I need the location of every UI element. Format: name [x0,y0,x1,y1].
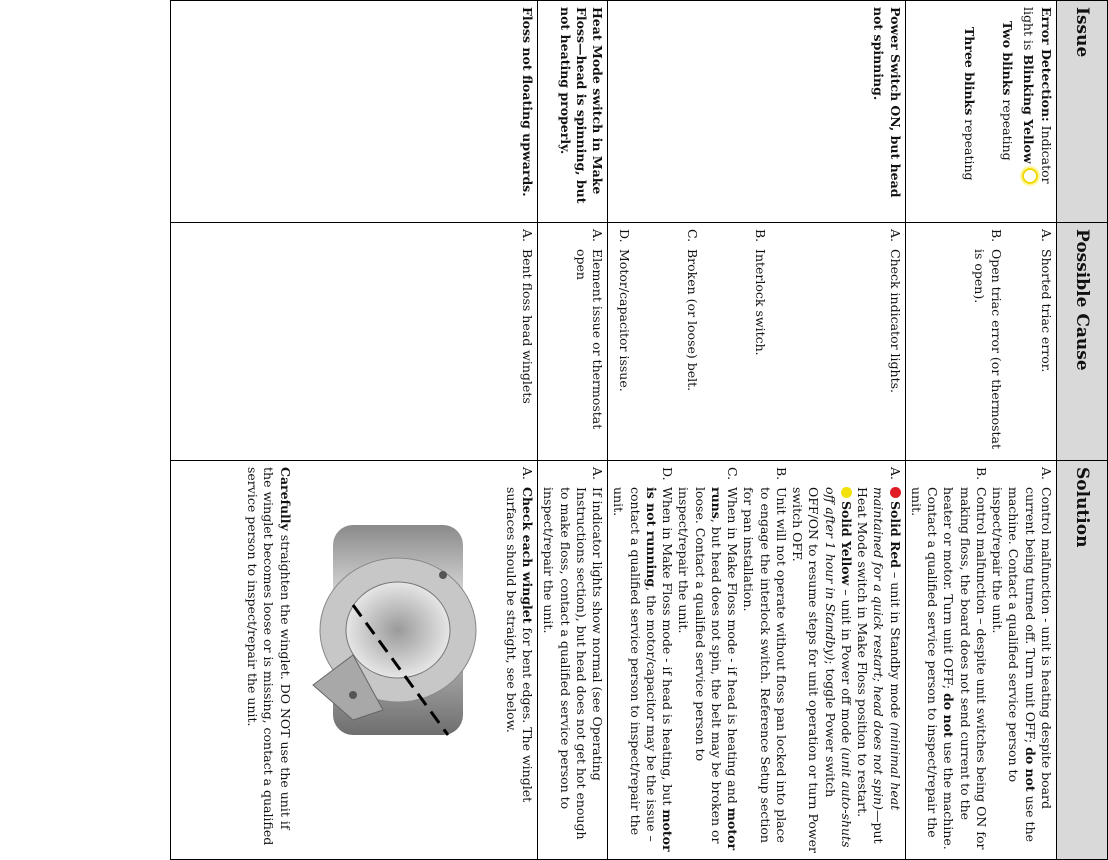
issue-cell-power [608,1,906,223]
cause-interlock-switch: Interlock switch. [753,249,769,356]
blinking-light-icon [1022,168,1038,184]
screw-top [439,571,447,579]
screw-bottom [349,691,357,699]
cause-cell-power: A. Check indicator lights. B. Interlock switch. C. Broken (or loose) belt. D. Motor/capacitor issue. [608,223,906,461]
floss-head-figure-area [173,467,503,853]
row-heat-mode [538,1,608,860]
header-row [1057,1,1108,860]
row-floss-not-floating [170,1,538,860]
red-indicator-dot [890,487,901,498]
row-power-switch [608,1,906,860]
yellow-indicator-dot [841,487,852,498]
issue-cell-floss [170,1,538,223]
cause-cell-floss: A. Bent floss head winglets [170,223,538,461]
solution-power-a: A. Solid Red – unit in Standby mode (minimal heat maintained for a quick restart; head does not spin)—put Heat Mode switch in Make Floss position to restart. Solid Yellow – unit in Power off mode (unit auto-shuts off after 1 hour in Standby); toggle Power switch OFF/ON to resume steps for unit operation or turn Power switch OFF. [790,467,903,853]
solution-power-d: D. When in Make Floss mode - if head is heating, but motor is not running, the motor/capacitor may be the issue – contact a qualified service person to inspect/repair the unit. [611,467,676,852]
solution-heat-a: A. If indicator lights show normal (see Operating Instructions section), but head does not get hot enough to make floss, contact a qualified service person to inspect/repair the unit. [541,467,606,840]
solution-power-c: C. When in Make Floss mode - if head is heating and motor runs, but head does not spin, the belt may be broken or loose. Contact a qualified service person to inspect/repair the unit. [676,467,741,851]
floss-head-bore [346,582,450,678]
floss-head-illustration [293,505,503,755]
solution-error-a: A. Control malfunction - unit is heating despite board current being turned off. Turn unit OFF; do not use the machine. Contact a qualified service person to inspect/repair the unit. [990,467,1054,843]
solution-cell-error [905,461,1056,860]
three-blinks-label: Three blinks repeating [962,27,978,181]
solution-cell-heat [538,461,608,860]
solution-power-b: B. Unit will not operate without floss pan locked into place to engage the interlock switch. Reference Setup section for pan installation. [741,467,789,843]
two-blinks-label: Two blinks repeating [1000,21,1016,161]
cause-element-issue: Element issue or thermostat open [574,249,606,430]
troubleshooting-table [170,0,1108,860]
error-issue-title: Error Detection: Indicator light is Blinking Yellow [1020,7,1054,184]
heat-issue-title: Heat Mode switch in Make Floss—head is spinning, but not heating properly. [557,7,606,204]
cause-motor-capacitor: Motor/capacitor issue. [617,249,632,392]
solution-floss-a: A. Check each winglet for bent edges. The winglet surfaces should be straight, see below. [504,467,536,803]
header-issue: Issue [1057,1,1108,223]
header-possible-cause: Possible Cause [1057,223,1108,461]
floss-note: Carefully straighten the winglet. DO NOT use the unit if the winglet becomes loose or is missing, contact a qualified service person to inspect/repair the unit. [245,467,293,846]
solution-cell-floss [170,461,538,860]
cause-check-indicator: Check indicator lights. [887,249,903,394]
cause-open-triac: Open triac error (or thermostat is open). [972,249,1004,450]
solution-cell-power [608,461,906,860]
floss-issue-title: Floss not floating upwards. [520,7,536,197]
header-solution: Solution [1057,461,1108,860]
cause-broken-belt: Broken (or loose) belt. [685,249,701,392]
row-error-detection [905,1,1056,860]
cause-bent-winglets: Bent floss head winglets [520,249,536,404]
issue-cell-error [905,1,1056,223]
issue-cell-heat [538,1,608,223]
cause-cell-error: A. Shorted triac error. B. Open triac error (or thermostat is open). [905,223,1056,461]
solution-error-b: B. Control malfunction – despite unit switches being ON for making floss, the board does not send current to the heater or motor. Turn unit OFF; do not use the machine. Contact a qualified service person to inspect/repair the unit. [909,467,989,850]
cause-shorted-triac: Shorted triac error. [1039,249,1054,373]
cause-cell-heat: A. Element issue or thermostat open [538,223,608,461]
power-issue-title: Power Switch ON, but head not spinning. [871,7,903,198]
